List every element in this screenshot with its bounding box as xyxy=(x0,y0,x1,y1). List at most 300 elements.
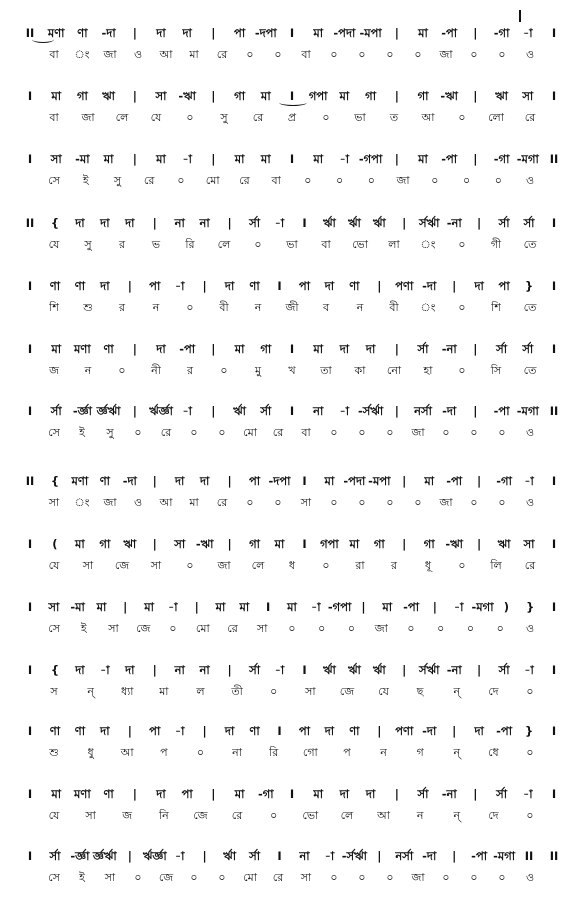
note-token: -দা xyxy=(122,474,137,488)
lyric-syllable: ০ xyxy=(526,809,534,822)
lyric-syllable: জা xyxy=(103,496,117,509)
stanza xyxy=(24,845,560,889)
lyric-syllable: জ xyxy=(49,364,59,377)
lyric-syllable: সা xyxy=(300,496,312,509)
lyric-syllable: ০ xyxy=(330,496,338,509)
lyric-syllable: ন xyxy=(356,301,364,314)
lyric-line xyxy=(24,360,560,382)
note-token: ণা xyxy=(49,724,61,738)
lyric-syllable: বী xyxy=(389,301,399,314)
lyric-line xyxy=(24,297,560,319)
note-token: -ঋা xyxy=(195,537,214,551)
note-token: গা xyxy=(99,537,111,551)
slur-mark xyxy=(32,36,54,43)
bar-line: I xyxy=(289,26,295,40)
lyric-syllable: রে xyxy=(524,111,536,124)
note-token: দা xyxy=(365,787,376,801)
note-token: -া xyxy=(524,474,534,488)
bar-line: | xyxy=(202,724,207,738)
note-token: { xyxy=(50,663,60,677)
lyric-syllable: ০ xyxy=(458,559,466,572)
lyric-syllable: ০ xyxy=(458,364,466,377)
note-token: -া xyxy=(523,787,533,801)
lyric-syllable: মা xyxy=(189,48,199,61)
lyric-syllable: ই xyxy=(79,426,85,439)
lyric-syllable: ০ xyxy=(358,48,366,61)
note-token: -ঋা xyxy=(445,537,463,551)
bar-line: I xyxy=(302,537,307,551)
lyric-syllable: ০ xyxy=(526,685,534,698)
note-token: মা xyxy=(382,600,393,614)
lyric-syllable: ন xyxy=(380,746,387,759)
lyric-syllable: সে xyxy=(48,426,60,439)
lyric-syllable: জা xyxy=(439,48,453,61)
note-token: -পা xyxy=(471,849,488,863)
lyric-line xyxy=(24,44,560,66)
bar-line: II xyxy=(25,216,35,230)
lyric-syllable: ই xyxy=(80,622,87,635)
bar-line: | xyxy=(202,279,207,293)
note-token: র্সা xyxy=(50,404,62,418)
note-token: -র্জ্ঞা xyxy=(70,849,90,863)
lyric-syllable: ০ xyxy=(246,48,254,61)
lyric-syllable: স xyxy=(50,685,58,698)
lyric-syllable: তী xyxy=(231,685,243,698)
bar-line: I xyxy=(551,216,557,230)
note-token: ণা xyxy=(74,724,86,738)
lyric-line xyxy=(24,170,560,192)
note-token: -মা xyxy=(70,600,85,614)
note-token: -পা xyxy=(441,152,458,166)
note-token: মা xyxy=(418,152,428,166)
bar-line: I xyxy=(277,279,282,293)
note-token: র্ঋা xyxy=(347,663,361,677)
lyric-syllable: সে xyxy=(48,174,60,187)
note-token: -র্সর্ঋা xyxy=(357,404,384,418)
bar-line: I xyxy=(551,600,557,614)
note-token: মা xyxy=(313,787,324,801)
lyric-syllable: মো xyxy=(195,622,210,635)
lyric-syllable: র xyxy=(186,364,194,377)
lyric-syllable: সু xyxy=(106,426,114,439)
lyric-syllable: ০ xyxy=(437,622,445,635)
bar-line: I xyxy=(302,474,307,488)
bar-line: | xyxy=(132,89,137,103)
note-token: র্সা xyxy=(523,216,535,230)
note-token: পা xyxy=(298,279,311,293)
lyric-syllable: র xyxy=(118,238,126,251)
note-token: মা xyxy=(51,787,62,801)
bar-line: | xyxy=(473,152,478,166)
lyric-syllable: ০ xyxy=(190,871,198,884)
note-token: পা xyxy=(234,26,246,40)
note-token: -া xyxy=(339,152,350,166)
stanza xyxy=(24,533,560,577)
bar-line: | xyxy=(377,724,382,738)
lyric-syllable: ও xyxy=(133,496,143,509)
lyric-syllable: বা xyxy=(49,111,59,124)
lyric-syllable: রা xyxy=(355,559,365,572)
note-token: মা xyxy=(313,26,324,40)
lyric-syllable: যে xyxy=(48,238,60,251)
lyric-syllable: রে xyxy=(252,111,264,124)
lyric-syllable: ০ xyxy=(414,496,422,509)
lyric-syllable: সা xyxy=(82,559,94,572)
note-token: -পদা xyxy=(333,26,356,40)
bar-line: | xyxy=(152,474,157,488)
lyric-syllable: ং xyxy=(420,301,436,314)
bar-line: I xyxy=(551,724,557,738)
lyric-syllable: জা xyxy=(103,48,117,61)
lyric-syllable: ০ xyxy=(496,622,504,635)
notation-line xyxy=(24,148,560,170)
note-token: দা xyxy=(199,474,210,488)
lyric-syllable: যে xyxy=(378,685,389,698)
note-token: পা xyxy=(248,474,261,488)
note-token: র্ঋা xyxy=(233,404,247,418)
lyric-syllable: ০ xyxy=(466,622,475,635)
lyric-syllable: ন্ xyxy=(453,809,461,822)
lyric-syllable: ও xyxy=(133,48,143,61)
bar-line: | xyxy=(402,216,407,230)
bar-line: | xyxy=(402,474,407,488)
note-token: দা xyxy=(156,342,166,356)
lyric-syllable: ০ xyxy=(386,426,394,439)
lyric-syllable: ০ xyxy=(304,174,312,187)
bar-line: | xyxy=(452,724,457,738)
lyric-syllable: জা xyxy=(439,496,453,509)
note-token: -া xyxy=(339,404,350,418)
note-token: গা xyxy=(76,89,88,103)
note-token: মা xyxy=(51,342,62,356)
lyric-syllable: ০ xyxy=(494,174,502,187)
lyric-syllable: প xyxy=(343,746,351,759)
bar-line: | xyxy=(202,849,207,863)
lyric-syllable: সে xyxy=(48,871,60,884)
note-token: -মা xyxy=(75,152,90,166)
bar-line: | xyxy=(452,279,457,293)
lyric-syllable: ০ xyxy=(322,559,330,572)
bar-line: I xyxy=(27,89,33,103)
note-token: ণা xyxy=(349,279,360,293)
lyric-syllable: ধূ xyxy=(424,559,432,572)
note-token: র্সা xyxy=(49,849,61,863)
lyric-syllable: ভো xyxy=(302,809,319,822)
lyric-syllable: ং xyxy=(420,238,436,251)
lyric-syllable: সা xyxy=(257,622,268,635)
lyric-syllable: না xyxy=(232,746,242,759)
note-token: -া xyxy=(274,216,285,230)
note-token: র্সা xyxy=(498,663,510,677)
note-token: মা xyxy=(339,89,350,103)
lyric-line xyxy=(24,422,560,444)
note-token: -গা xyxy=(257,787,274,801)
note-token: মা xyxy=(313,152,324,166)
lyric-syllable: ০ xyxy=(470,871,478,884)
bar-line: | xyxy=(123,600,128,614)
bar-line: I xyxy=(289,404,295,418)
lyric-syllable: নী xyxy=(151,364,161,377)
lyric-syllable: মা xyxy=(189,496,199,509)
note-token: -া xyxy=(274,663,285,677)
note-token: ঋা xyxy=(497,537,511,551)
lyric-syllable: ০ xyxy=(270,685,278,698)
note-token: দা xyxy=(100,216,110,230)
note-token: গা xyxy=(423,537,435,551)
note-token: দা xyxy=(75,216,85,230)
lyric-syllable: ধু xyxy=(87,746,94,759)
lyric-syllable: ন xyxy=(152,301,160,314)
lyric-syllable: ও xyxy=(525,622,535,635)
stanza xyxy=(24,659,560,703)
bar-line: I xyxy=(302,663,307,677)
lyric-syllable: জে xyxy=(339,685,355,698)
lyric-syllable: মা xyxy=(159,685,169,698)
bar-line: I xyxy=(551,26,557,40)
lyric-syllable: ই xyxy=(79,871,85,884)
lyric-line xyxy=(24,867,560,889)
note-token: -া xyxy=(174,724,185,738)
note-token: ণা xyxy=(74,279,86,293)
bar-line: I xyxy=(27,342,33,356)
lyric-syllable: শু xyxy=(83,301,93,314)
bar-line: I xyxy=(27,279,33,293)
note-token: -া xyxy=(168,600,178,614)
lyric-syllable: লা xyxy=(388,238,400,251)
lyric-syllable: ০ xyxy=(498,496,506,509)
lyric-syllable: যে xyxy=(48,559,60,572)
note-token: -া xyxy=(453,600,464,614)
bar-line: II xyxy=(549,404,559,418)
bar-line: I xyxy=(27,404,33,418)
bar-line: | xyxy=(227,216,232,230)
lyric-syllable: প্র xyxy=(287,111,297,124)
bar-line: | xyxy=(211,787,216,801)
lyric-syllable: ০ xyxy=(169,622,177,635)
lyric-syllable: কা xyxy=(354,364,366,377)
bar-line: | xyxy=(132,26,137,40)
note-token: দা xyxy=(474,724,484,738)
lyric-syllable: জে xyxy=(158,871,174,884)
note-token: মা xyxy=(215,600,226,614)
note-token: -গপা xyxy=(358,152,383,166)
lyric-syllable: ভো xyxy=(352,238,368,251)
stanza xyxy=(24,720,560,764)
lyric-syllable: সা xyxy=(300,871,312,884)
lyric-syllable: যে xyxy=(150,111,162,124)
note-token: -া xyxy=(524,663,534,677)
note-token: } xyxy=(526,600,535,614)
note-token: দা xyxy=(324,724,335,738)
lyric-syllable: রে xyxy=(239,174,250,187)
note-token: ণা xyxy=(103,787,114,801)
lyric-syllable: ধ xyxy=(288,559,296,572)
notation-line xyxy=(24,720,560,742)
lyric-syllable: ই xyxy=(82,174,89,187)
lyric-syllable: রে xyxy=(160,426,172,439)
note-token: } xyxy=(524,724,534,738)
note-token: -গা xyxy=(496,474,512,488)
note-token: র্সা xyxy=(496,342,508,356)
bar-line: | xyxy=(432,600,438,614)
bar-line: | xyxy=(211,26,216,40)
lyric-syllable: সি xyxy=(490,364,502,377)
lyric-syllable: ত xyxy=(389,111,399,124)
bar-line: | xyxy=(477,663,482,677)
note-token: র্সা xyxy=(249,663,261,677)
lyric-syllable: ০ xyxy=(498,426,506,439)
bar-line: I xyxy=(27,663,33,677)
note-token: -ঋা xyxy=(178,89,196,103)
bar-line: I xyxy=(27,849,33,863)
lyric-syllable: জা xyxy=(411,871,425,884)
lyric-syllable: ও xyxy=(525,871,535,884)
bar-line: | xyxy=(394,26,399,40)
stanza xyxy=(24,338,560,382)
lyric-syllable: ০ xyxy=(498,48,506,61)
lyric-syllable: ০ xyxy=(470,48,478,61)
notation-line xyxy=(24,400,560,422)
lyric-syllable: গী xyxy=(490,238,502,251)
lyric-line xyxy=(24,492,560,514)
note-token: র্ঋা xyxy=(372,216,386,230)
bar-line: I xyxy=(27,600,33,614)
lyric-syllable: ০ xyxy=(458,111,466,124)
lyric-syllable: সু xyxy=(113,174,122,187)
bar-line: | xyxy=(394,787,399,801)
note-token: মা xyxy=(324,474,335,488)
lyric-syllable: লে xyxy=(115,111,129,124)
note-token: মা xyxy=(418,26,428,40)
lyric-syllable: নো xyxy=(386,364,402,377)
lyric-syllable: জা xyxy=(411,426,425,439)
note-token: র্জ্ঞর্ঋা xyxy=(92,849,117,863)
lyric-syllable: ০ xyxy=(186,301,194,314)
lyric-syllable: ০ xyxy=(462,174,471,187)
bar-line: I xyxy=(277,849,282,863)
bar-line: I xyxy=(551,342,557,356)
note-token: না xyxy=(174,216,185,230)
lyric-syllable: রে xyxy=(227,622,238,635)
note-token: দা xyxy=(125,663,135,677)
note-token: না xyxy=(174,663,185,677)
lyric-syllable: বা xyxy=(301,426,311,439)
note-token: দা xyxy=(100,279,110,293)
note-token: গা xyxy=(249,537,260,551)
lyric-syllable: ০ xyxy=(288,622,296,635)
note-token: -া xyxy=(523,26,533,40)
lyric-syllable: বা xyxy=(271,174,281,187)
bar-line: | xyxy=(127,849,132,863)
note-token: -ঋা xyxy=(440,89,458,103)
note-token: ঋা xyxy=(123,537,137,551)
bar-line: | xyxy=(473,89,478,103)
lyric-syllable: তে xyxy=(523,238,537,251)
lyric-syllable: ০ xyxy=(118,364,126,377)
note-token: -া xyxy=(324,849,335,863)
lyric-syllable: তে xyxy=(523,364,537,377)
note-token: র্ঋা xyxy=(322,216,336,230)
note-token: মণা xyxy=(71,474,89,488)
note-token: -দপা xyxy=(254,26,277,40)
note-token: মা xyxy=(239,600,250,614)
note-token: পণা xyxy=(395,279,414,293)
lyric-syllable: ন্ xyxy=(87,685,94,698)
lyric-syllable: ০ xyxy=(347,622,356,635)
lyric-syllable: জা xyxy=(217,559,231,572)
note-token: র্সর্ঋা xyxy=(419,663,440,677)
lyric-syllable: ০ xyxy=(186,111,194,124)
note-token: -না xyxy=(446,663,462,677)
bar-line: | xyxy=(394,152,399,166)
notation-line xyxy=(24,22,560,44)
lyric-syllable: ০ xyxy=(218,871,226,884)
note-token: -র্সর্ঋা xyxy=(341,849,367,863)
lyric-syllable: ০ xyxy=(358,871,366,884)
note-token: দা xyxy=(156,26,166,40)
lyric-syllable: ভা xyxy=(354,111,366,124)
bar-line: | xyxy=(473,26,478,40)
bar-line: | xyxy=(211,89,216,103)
note-token: ণা xyxy=(103,342,114,356)
bar-line: | xyxy=(227,474,232,488)
note-token: মা xyxy=(274,537,285,551)
lyric-syllable: লি xyxy=(490,559,502,572)
lyric-line xyxy=(24,618,560,640)
lyric-line xyxy=(24,555,560,577)
lyric-syllable: সা xyxy=(108,622,119,635)
lyric-syllable: ভ xyxy=(151,238,161,251)
note-token: -দপা xyxy=(268,474,291,488)
note-token: র্সা xyxy=(522,342,534,356)
note-token: -পা xyxy=(446,474,463,488)
lyric-syllable: রে xyxy=(524,559,536,572)
lyric-syllable: ০ xyxy=(458,238,466,251)
note-token: ণা xyxy=(49,279,61,293)
note-token: নর্সা xyxy=(414,404,432,418)
bar-line: I xyxy=(302,216,307,230)
lyric-syllable: র xyxy=(118,301,126,314)
bar-line: | xyxy=(473,342,478,356)
note-token: ণা xyxy=(349,724,360,738)
lyric-syllable: সা xyxy=(104,871,116,884)
lyric-syllable: ধ্যা xyxy=(120,685,134,698)
note-token: গা xyxy=(365,89,377,103)
lyric-syllable: ০ xyxy=(330,426,338,439)
bar-line: | xyxy=(377,279,382,293)
note-token: { xyxy=(50,216,60,230)
note-token: -পা xyxy=(493,404,510,418)
lyric-syllable: সা xyxy=(48,496,60,509)
lyric-syllable: আ xyxy=(421,111,435,124)
bar-line: I xyxy=(289,787,295,801)
note-token: দা xyxy=(339,787,350,801)
lyric-syllable: তা xyxy=(320,364,332,377)
lyric-syllable: ০ xyxy=(254,238,262,251)
lyric-syllable: ০ xyxy=(386,48,394,61)
bar-line: | xyxy=(477,216,482,230)
bar-line: I xyxy=(266,600,271,614)
note-token: দা xyxy=(125,216,135,230)
bar-line: | xyxy=(477,474,482,488)
bar-line: II xyxy=(549,849,559,863)
bar-line: I xyxy=(289,342,295,356)
top-margin-mark xyxy=(519,10,521,22)
note-token: -মগা xyxy=(516,152,539,166)
lyric-syllable: আ xyxy=(159,496,173,509)
lyric-syllable: গ xyxy=(416,746,424,759)
lyric-syllable: ০ xyxy=(442,871,450,884)
